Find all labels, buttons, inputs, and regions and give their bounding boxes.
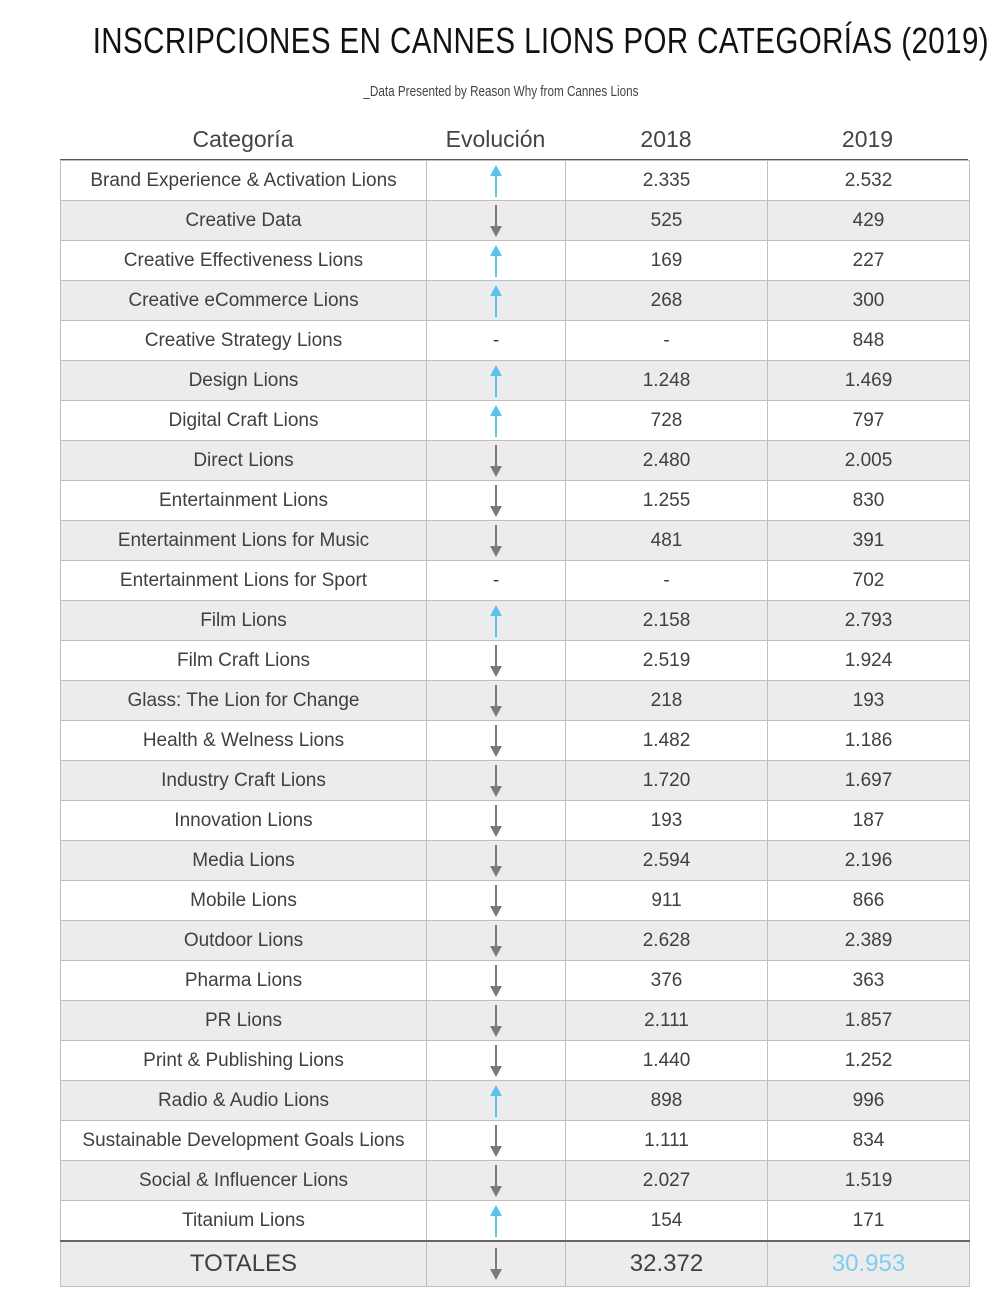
trend-cell [427,281,566,321]
category-cell: Social & Influencer Lions [61,1161,427,1201]
trend-cell [427,921,566,961]
trend-cell [427,1201,566,1242]
value-2019-cell: 300 [768,281,970,321]
value-2019-cell: 2.389 [768,921,970,961]
arrow-up-icon [489,245,503,277]
value-2018-cell: 481 [566,521,768,561]
totals-label: TOTALES [61,1241,427,1287]
value-2019-cell: 2.005 [768,441,970,481]
table-row [61,361,970,401]
arrow-down-icon [489,765,503,797]
trend-cell [427,841,566,881]
value-2019-cell: 1.697 [768,761,970,801]
value-2019-cell: 2.196 [768,841,970,881]
value-2018-cell: - [566,321,768,361]
value-2018-cell: 2.158 [566,601,768,641]
page-title: INSCRIPCIONES EN CANNES LIONS POR CATEGORÍAS (2019) [92,20,990,61]
arrow-up-icon [489,605,503,637]
trend-cell [427,521,566,561]
value-2018-cell: - [566,561,768,601]
value-2018-cell: 1.720 [566,761,768,801]
value-2019-cell: 1.519 [768,1161,970,1201]
arrow-down-icon [489,525,503,557]
value-2018-cell: 2.594 [566,841,768,881]
category-cell: Industry Craft Lions [61,761,427,801]
value-2019-cell: 1.252 [768,1041,970,1081]
category-cell: Innovation Lions [61,801,427,841]
arrow-down-icon [489,885,503,917]
table-row [61,441,970,481]
trend-cell [427,161,566,201]
value-2018-cell: 2.519 [566,641,768,681]
arrow-down-icon [489,685,503,717]
category-cell: Creative Data [61,201,427,241]
value-2018-cell: 2.335 [566,161,768,201]
value-2019-cell: 363 [768,961,970,1001]
value-2019-cell: 1.857 [768,1001,970,1041]
table-row [61,481,970,521]
arrow-up-icon [489,1085,503,1117]
value-2019-cell: 391 [768,521,970,561]
value-2018-cell: 1.248 [566,361,768,401]
trend-cell [427,1001,566,1041]
value-2018-cell: 1.255 [566,481,768,521]
value-2019-cell: 848 [768,321,970,361]
trend-cell [427,1161,566,1201]
value-2019-cell: 866 [768,881,970,921]
trend-cell [427,1041,566,1081]
trend-cell [427,681,566,721]
value-2019-cell: 187 [768,801,970,841]
arrow-down-icon [489,1125,503,1157]
table-row [61,401,970,441]
value-2018-cell: 1.440 [566,1041,768,1081]
totals-2019: 30.953 [768,1241,970,1287]
table-row [61,1081,970,1121]
table-row [61,281,970,321]
category-cell: Digital Craft Lions [61,401,427,441]
table-row [61,961,970,1001]
table-row [61,321,970,361]
value-2018-cell: 2.027 [566,1161,768,1201]
arrow-up-icon [489,285,503,317]
header-2018: 2018 [640,126,692,152]
category-cell: Film Craft Lions [61,641,427,681]
category-cell: Entertainment Lions for Sport [61,561,427,601]
trend-cell [427,1121,566,1161]
category-cell: Design Lions [61,361,427,401]
header-2019: 2019 [841,126,894,152]
arrow-down-icon [489,845,503,877]
table-row [61,1041,970,1081]
arrow-down-icon [489,1165,503,1197]
category-cell: Titanium Lions [61,1201,427,1242]
totals-2018: 32.372 [566,1241,768,1287]
trend-cell [427,361,566,401]
value-2018-cell: 218 [566,681,768,721]
category-cell: Brand Experience & Activation Lions [61,161,427,201]
category-cell: Health & Welness Lions [61,721,427,761]
trend-cell [427,801,566,841]
table-row [61,801,970,841]
arrow-up-icon [489,165,503,197]
value-2019-cell: 193 [768,681,970,721]
trend-cell [427,961,566,1001]
value-2018-cell: 728 [566,401,768,441]
category-cell: Entertainment Lions [61,481,427,521]
arrow-down-icon [489,925,503,957]
page-subtitle: _Data Presented by Reason Why from Cannes Lions [363,83,639,100]
trend-cell: - [427,561,566,601]
totals-row [61,1241,970,1287]
value-2018-cell: 193 [566,801,768,841]
value-2019-cell: 702 [768,561,970,601]
trend-cell [427,401,566,441]
value-2019-cell: 1.924 [768,641,970,681]
value-2018-cell: 2.111 [566,1001,768,1041]
category-cell: Sustainable Development Goals Lions [61,1121,427,1161]
trend-cell [427,601,566,641]
value-2018-cell: 268 [566,281,768,321]
table-row [61,881,970,921]
category-cell: PR Lions [61,1001,427,1041]
arrow-down-icon [489,805,503,837]
table-row [61,841,970,881]
value-2018-cell: 1.111 [566,1121,768,1161]
value-2019-cell: 429 [768,201,970,241]
table-row [61,1001,970,1041]
value-2018-cell: 376 [566,961,768,1001]
trend-cell [427,881,566,921]
value-2019-cell: 1.469 [768,361,970,401]
category-cell: Creative Effectiveness Lions [61,241,427,281]
table-header [60,118,968,160]
table-row [61,721,970,761]
trend-cell [427,1081,566,1121]
table-row [61,1201,970,1242]
value-2018-cell: 911 [566,881,768,921]
category-cell: Mobile Lions [61,881,427,921]
trend-cell [427,721,566,761]
header-categoria: Categoría [192,126,294,152]
table-row [61,761,970,801]
value-2019-cell: 996 [768,1081,970,1121]
trend-cell [427,641,566,681]
table-row [61,521,970,561]
arrow-up-icon [489,1205,503,1237]
category-cell: Entertainment Lions for Music [61,521,427,561]
value-2018-cell: 2.628 [566,921,768,961]
trend-cell [427,481,566,521]
arrow-up-icon [489,405,503,437]
value-2018-cell: 2.480 [566,441,768,481]
category-cell: Film Lions [61,601,427,641]
value-2019-cell: 1.186 [768,721,970,761]
value-2019-cell: 797 [768,401,970,441]
table-row [61,561,970,601]
category-cell: Direct Lions [61,441,427,481]
category-cell: Print & Publishing Lions [61,1041,427,1081]
table-row [61,241,970,281]
value-2018-cell: 154 [566,1201,768,1242]
arrow-down-icon [489,1248,503,1280]
category-cell: Pharma Lions [61,961,427,1001]
arrow-up-icon [489,365,503,397]
value-2018-cell: 169 [566,241,768,281]
table-row [61,601,970,641]
category-cell: Outdoor Lions [61,921,427,961]
arrow-down-icon [489,645,503,677]
value-2019-cell: 227 [768,241,970,281]
header-evolucion: Evolución [445,126,546,152]
category-cell: Creative Strategy Lions [61,321,427,361]
trend-cell [427,241,566,281]
table-row [61,161,970,201]
table-row [61,1121,970,1161]
table-row [61,1161,970,1201]
totals-trend-cell [427,1241,566,1287]
category-cell: Creative eCommerce Lions [61,281,427,321]
category-cell: Glass: The Lion for Change [61,681,427,721]
value-2018-cell: 525 [566,201,768,241]
trend-cell: - [427,321,566,361]
category-cell: Media Lions [61,841,427,881]
table-row [61,201,970,241]
trend-cell [427,441,566,481]
table-row [61,681,970,721]
category-cell: Radio & Audio Lions [61,1081,427,1121]
arrow-down-icon [489,1005,503,1037]
table-row [61,641,970,681]
arrow-down-icon [489,725,503,757]
value-2018-cell: 898 [566,1081,768,1121]
value-2019-cell: 834 [768,1121,970,1161]
value-2019-cell: 171 [768,1201,970,1242]
value-2019-cell: 830 [768,481,970,521]
entries-table [60,160,970,1287]
table-body [61,161,970,1287]
value-2019-cell: 2.532 [768,161,970,201]
arrow-down-icon [489,445,503,477]
table-row [61,921,970,961]
arrow-down-icon [489,485,503,517]
trend-cell [427,201,566,241]
arrow-down-icon [489,1045,503,1077]
trend-cell [427,761,566,801]
arrow-down-icon [489,965,503,997]
arrow-down-icon [489,205,503,237]
value-2018-cell: 1.482 [566,721,768,761]
value-2019-cell: 2.793 [768,601,970,641]
